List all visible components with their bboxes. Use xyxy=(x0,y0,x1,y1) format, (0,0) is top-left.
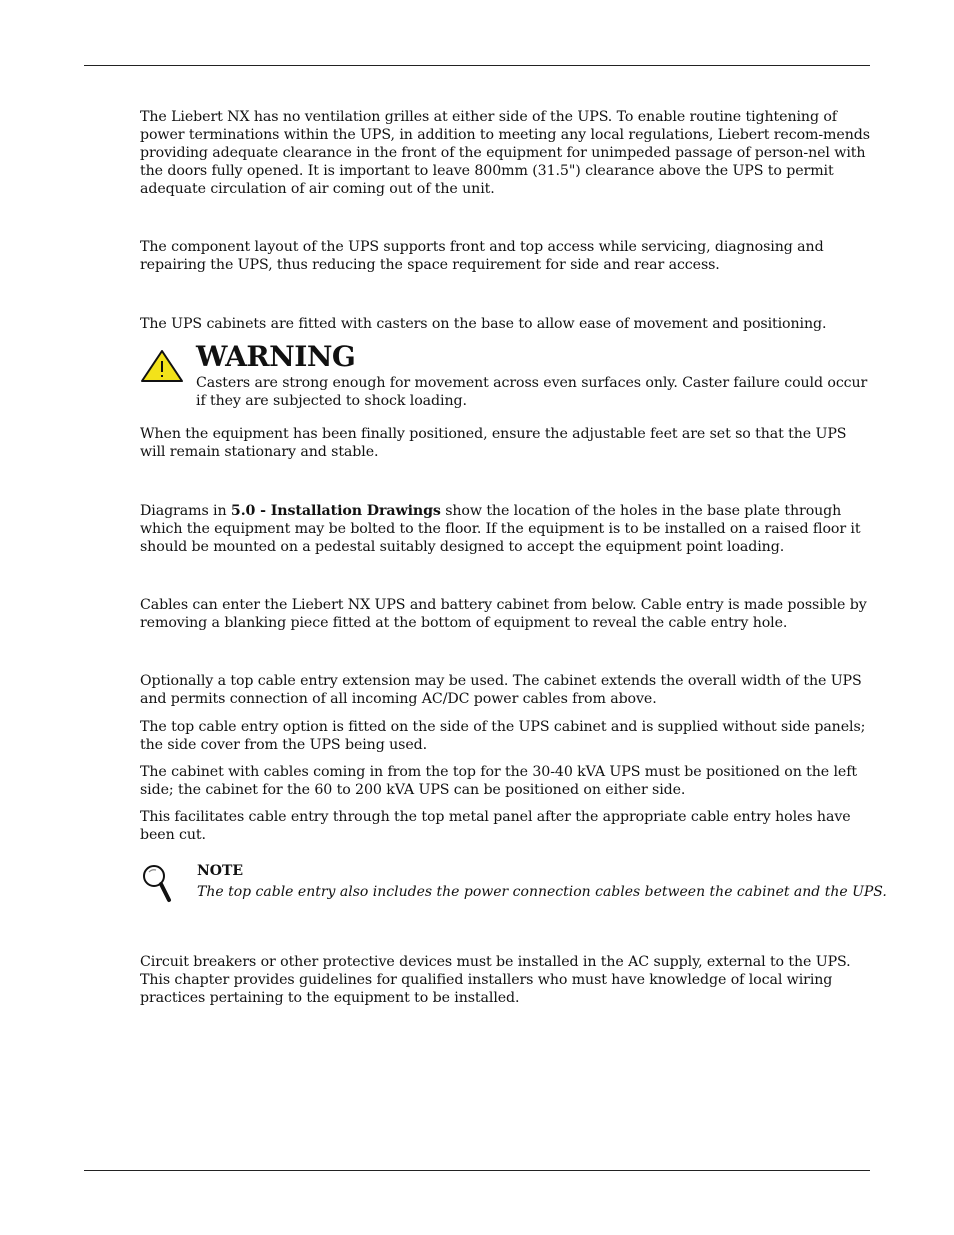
magnifier-icon xyxy=(140,862,174,906)
warning-triangle-icon xyxy=(140,349,184,383)
breakers-paragraph: Circuit breakers or other protective devices must be installed in the AC supply, external to the UPS. This chapter provides guidelines for qualified installers who must have knowledge of local wiring practices pertaining to the equipment to be installed. xyxy=(140,954,851,1006)
top-entry-paragraph: Optionally a top cable entry extension may be used. The cabinet extends the overall width of the UPS and permits connection of all incoming AC/DC power cables from above. xyxy=(140,673,862,707)
casters-paragraph: The UPS cabinets are fitted with casters on the base to allow ease of movement and positioning. xyxy=(140,316,827,332)
note-title: NOTE xyxy=(197,863,244,879)
top-option-paragraph: The top cable entry option is fitted on the side of the UPS cabinet and is supplied without side panels; the side cover from the UPS being used. xyxy=(140,719,866,753)
positioning-paragraph: The cabinet with cables coming in from the top for the 30-40 kVA UPS must be positioned on the left side; the cabinet for the 60 to 200 kVA UPS can be positioned on either side. xyxy=(140,764,857,798)
warning-title: WARNING xyxy=(196,340,356,373)
diagrams-prefix: Diagrams in xyxy=(140,503,231,519)
clearance-paragraph: The Liebert NX has no ventilation grilles at either side of the UPS. To enable routine tightening of power terminations within the UPS, in addition to meeting any local regulations, Liebert recom-mends providing adequate clearance in the front of the equipment for unimpeded passage of person-nel with the doors fully opened. It is important to leave 800mm (31.5") clearance above the UPS to permit adequate circulation of air coming out of the unit. xyxy=(140,109,870,197)
diagrams-paragraph xyxy=(140,502,870,556)
facilitates-paragraph: This facilitates cable entry through the top metal panel after the appropriate cable entry holes have been cut. xyxy=(140,809,851,843)
access-paragraph: The component layout of the UPS supports front and top access while servicing, diagnosing and repairing the UPS, thus reducing the space requirement for side and rear access. xyxy=(140,239,824,273)
note-body: The top cable entry also includes the power connection cables between the cabinet and the UPS. xyxy=(197,884,887,900)
bottom-entry-paragraph: Cables can enter the Liebert NX UPS and battery cabinet from below. Cable entry is made possible by removing a blanking piece fitted at the bottom of equipment to reveal the cable entry hole. xyxy=(140,597,867,631)
installation-drawings-reference: 5.0 - Installation Drawings xyxy=(230,503,441,519)
feet-paragraph: When the equipment has been finally positioned, ensure the adjustable feet are set so that the UPS will remain stationary and stable. xyxy=(140,426,847,460)
diagrams-suffix: show the location of the holes in the base plate through which the equipment may be bolted to the floor. If the equipment is to be installed on a raised floor it should be mounted on a pedestal suitably designed to accept the equipment point loading. xyxy=(140,503,861,555)
footer-rule xyxy=(84,1170,870,1171)
header-rule xyxy=(84,65,870,66)
warning-body: Casters are strong enough for movement across even surfaces only. Caster failure could occur if they are subjected to shock loading. xyxy=(196,375,868,409)
